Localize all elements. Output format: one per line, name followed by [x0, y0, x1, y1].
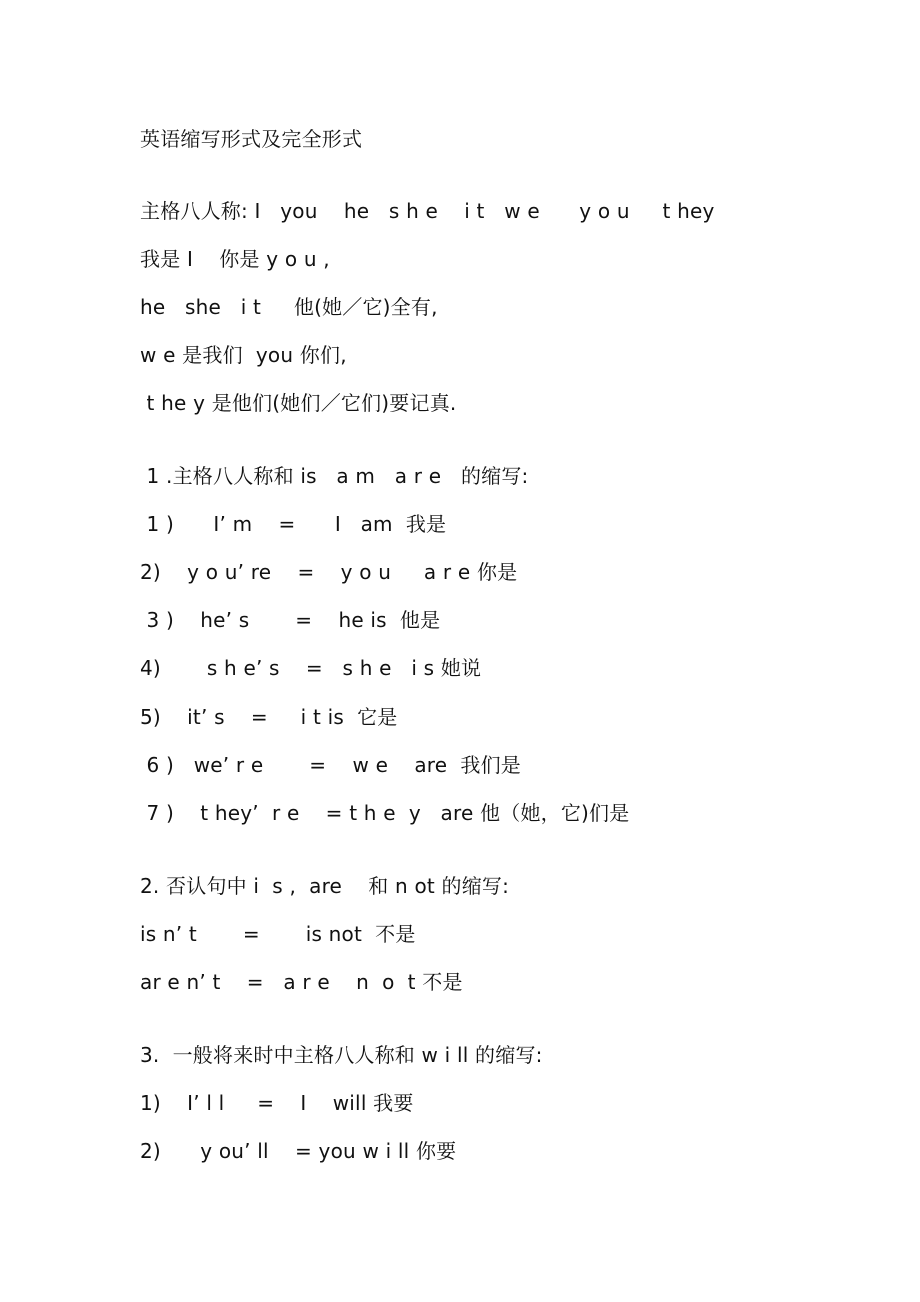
contraction-item: ar e n’ t = a r e n o t 不是: [140, 970, 463, 994]
contraction-item: 5) it’ s = i t is 它是: [140, 705, 398, 729]
verse-line: t he y 是他们(她们／它们)要记真.: [140, 391, 457, 415]
contraction-item: 7 ) t hey’ r e = t h e y are 他（她，它)们是: [140, 801, 630, 825]
verse-line: w e 是我们 you 你们,: [140, 343, 347, 367]
section-heading: 2. 否认句中 i s , are 和 n ot 的缩写:: [140, 874, 510, 898]
contraction-item: 2) y o u’ re = y o u a r e 你是: [140, 560, 518, 584]
contraction-item: 1) I’ l l = I will 我要: [140, 1091, 414, 1115]
contraction-item: 2) y ou’ ll = you w i ll 你要: [140, 1139, 457, 1163]
contraction-item: is n’ t = is not 不是: [140, 922, 416, 946]
pronoun-list: 主格八人称: I you he s h e i t w e y o u t hey: [140, 199, 715, 223]
contraction-item: 4) s h e’ s = s h e i s 她说: [140, 656, 482, 680]
verse-line: 我是 I 你是 y o u ,: [140, 247, 330, 271]
section-heading: 1 .主格八人称和 is a m a r e 的缩写:: [140, 464, 529, 488]
verse-line: he she i t 他(她／它)全有,: [140, 295, 438, 319]
document-title: 英语缩写形式及完全形式: [140, 127, 363, 151]
section-heading: 3. 一般将来时中主格八人称和 w i ll 的缩写:: [140, 1043, 543, 1067]
contraction-item: 6 ) we’ r e = w e are 我们是: [140, 753, 521, 777]
contraction-item: 3 ) he’ s = he is 他是: [140, 608, 441, 632]
contraction-item: 1 ) I’ m = I am 我是: [140, 512, 447, 536]
